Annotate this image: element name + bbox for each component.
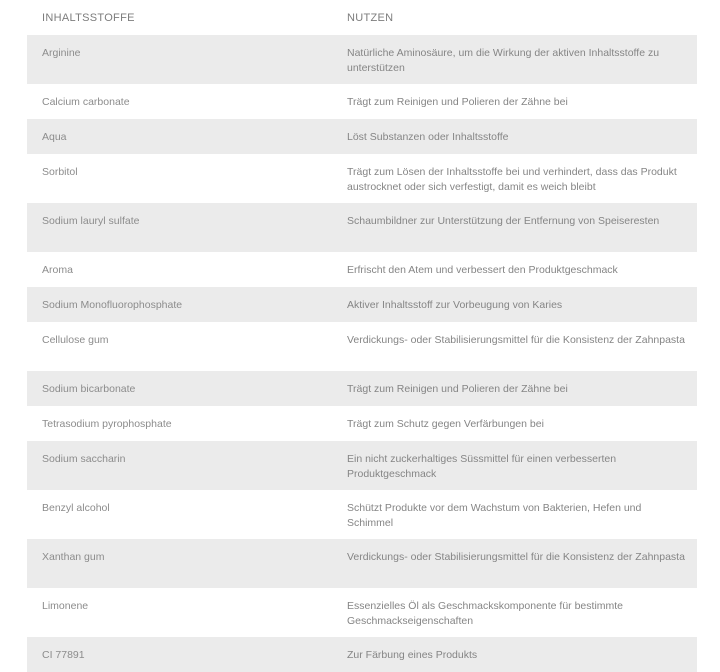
ingredient-name: Sodium bicarbonate: [42, 383, 136, 395]
ingredient-benefit: Trägt zum Reinigen und Polieren der Zähne bei: [347, 96, 568, 108]
table-row: [27, 154, 697, 203]
table-header: [27, 0, 697, 35]
ingredient-name: Tetrasodium pyrophosphate: [42, 418, 172, 430]
table-row: [27, 588, 697, 637]
ingredient-benefit: Zur Färbung eines Produkts: [347, 649, 478, 661]
ingredient-benefit: Natürliche Aminosäure, um die Wirkung der aktiven Inhaltsstoffe zu unterstützen: [347, 47, 660, 74]
ingredient-name: Aqua: [42, 131, 67, 143]
header-ingredients: INHALTSSTOFFE: [42, 11, 135, 24]
ingredient-benefit: Trägt zum Lösen der Inhaltsstoffe bei und verhindert, dass das Produkt austrocknet oder sich verfestigt, damit es weich bleibt: [347, 166, 677, 193]
table-row: [27, 490, 697, 539]
ingredient-benefit: Ein nicht zuckerhaltiges Süssmittel für einen verbesserten Produktgeschmack: [347, 453, 617, 480]
table-row: [27, 371, 697, 406]
table-row: [27, 406, 697, 441]
table-row: [27, 637, 697, 672]
table-row: [27, 539, 697, 588]
table-row: [27, 203, 697, 252]
ingredient-benefit: Trägt zum Schutz gegen Verfärbungen bei: [347, 418, 544, 430]
ingredient-benefit: Essenzielles Öl als Geschmackskomponente für bestimmte Geschmackseigenschaften: [347, 600, 624, 627]
table-row: [27, 35, 697, 84]
ingredient-name: Sodium saccharin: [42, 453, 126, 465]
table-row: [27, 322, 697, 371]
table-row: [27, 287, 697, 322]
ingredient-name: Sorbitol: [42, 166, 78, 178]
ingredient-name: Sodium Monofluorophosphate: [42, 299, 183, 311]
ingredient-name: CI 77891: [42, 649, 85, 661]
ingredient-benefit: Erfrischt den Atem und verbessert den Produktgeschmack: [347, 264, 618, 276]
table-row: [27, 84, 697, 119]
ingredient-benefit: Aktiver Inhaltsstoff zur Vorbeugung von Karies: [347, 299, 563, 311]
ingredient-name: Benzyl alcohol: [42, 502, 110, 514]
ingredient-benefit: Löst Substanzen oder Inhaltsstoffe: [347, 131, 509, 143]
ingredient-name: Calcium carbonate: [42, 96, 130, 108]
table-row: [27, 252, 697, 287]
ingredient-name: Cellulose gum: [42, 334, 109, 346]
ingredient-name: Xanthan gum: [42, 551, 105, 563]
ingredient-benefit: Trägt zum Reinigen und Polieren der Zähne bei: [347, 383, 568, 395]
table-row: [27, 441, 697, 490]
table-row: [27, 119, 697, 154]
ingredient-benefit: Verdickungs- oder Stabilisierungsmittel für die Konsistenz der Zahnpasta: [347, 334, 685, 346]
ingredient-name: Sodium lauryl sulfate: [42, 215, 140, 227]
ingredient-benefit: Schaumbildner zur Unterstützung der Entfernung von Speiseresten: [347, 215, 660, 227]
header-benefit: NUTZEN: [347, 11, 394, 24]
ingredient-name: Limonene: [42, 600, 89, 612]
ingredient-benefit: Verdickungs- oder Stabilisierungsmittel für die Konsistenz der Zahnpasta: [347, 551, 685, 563]
ingredient-name: Arginine: [42, 47, 81, 59]
ingredient-name: Aroma: [42, 264, 73, 276]
ingredients-table: [27, 0, 697, 672]
ingredient-benefit: Schützt Produkte vor dem Wachstum von Bakterien, Hefen und Schimmel: [347, 502, 642, 529]
